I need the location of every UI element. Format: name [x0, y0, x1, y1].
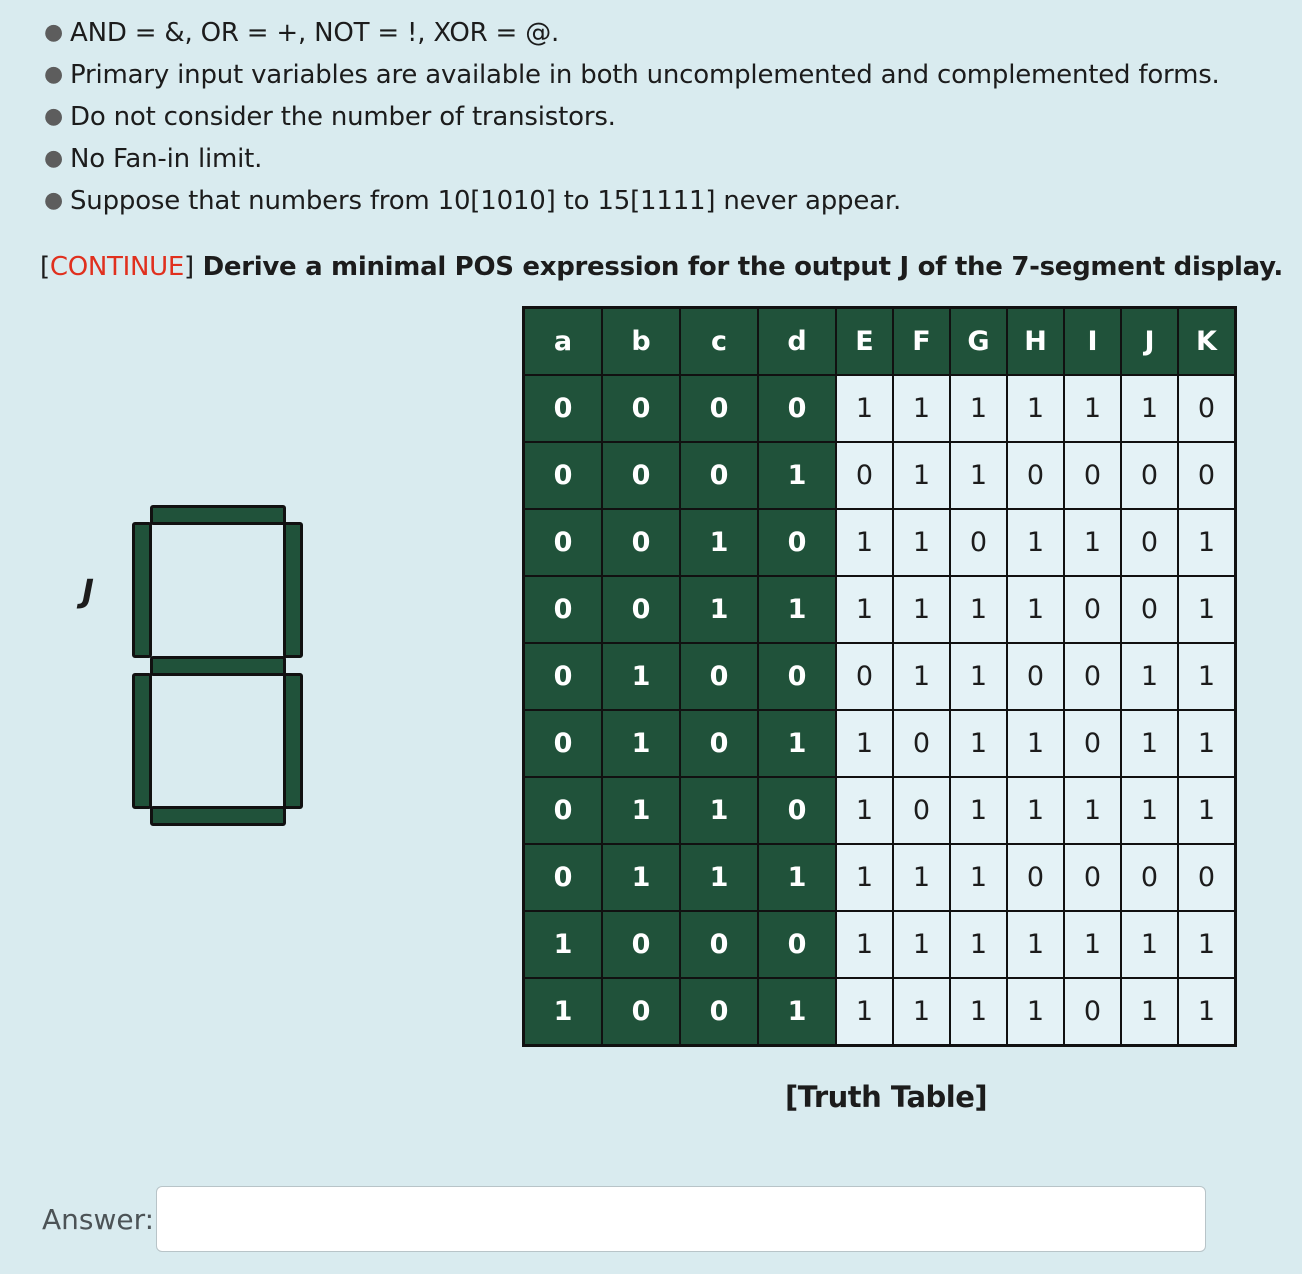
output-cell: 1 [1178, 911, 1236, 978]
segment-lower-left [132, 673, 152, 809]
input-cell: 0 [758, 911, 836, 978]
output-cell: 1 [893, 576, 950, 643]
rule-item: ● Do not consider the number of transistors. [38, 96, 1220, 138]
output-cell: 1 [1007, 375, 1064, 442]
input-cell: 0 [524, 643, 603, 710]
output-cell: 1 [836, 911, 893, 978]
output-cell: 1 [1121, 911, 1178, 978]
output-cell: 1 [1064, 911, 1121, 978]
segment-bottom [150, 806, 286, 826]
segment-upper-left [132, 522, 152, 658]
output-cell: 0 [1178, 442, 1236, 509]
input-cell: 0 [602, 978, 680, 1046]
table-row [524, 777, 1236, 844]
output-cell: 1 [950, 442, 1007, 509]
output-cell: 1 [950, 643, 1007, 710]
output-cell: 1 [893, 643, 950, 710]
input-cell: 1 [680, 844, 758, 911]
output-cell: 1 [1121, 643, 1178, 710]
output-cell: 1 [950, 911, 1007, 978]
table-caption: [Truth Table] [785, 1080, 988, 1114]
output-cell: 0 [1007, 643, 1064, 710]
output-cell: 0 [1064, 844, 1121, 911]
output-cell: 1 [950, 978, 1007, 1046]
output-cell: 0 [1178, 844, 1236, 911]
truth-table-body [524, 375, 1236, 1046]
output-cell: 0 [1064, 442, 1121, 509]
output-cell: 1 [1178, 643, 1236, 710]
output-cell: 1 [950, 375, 1007, 442]
output-cell: 1 [1007, 978, 1064, 1046]
input-cell: 0 [758, 509, 836, 576]
input-cell: 1 [680, 777, 758, 844]
input-cell: 0 [602, 911, 680, 978]
segment-upper-right [283, 522, 303, 658]
output-cell: 0 [1064, 710, 1121, 777]
header-cell: I [1064, 308, 1121, 376]
input-cell: 1 [680, 509, 758, 576]
input-cell: 1 [524, 911, 603, 978]
output-cell: 1 [1178, 777, 1236, 844]
table-row [524, 844, 1236, 911]
output-cell: 0 [1121, 442, 1178, 509]
table-row [524, 643, 1236, 710]
output-cell: 0 [1121, 509, 1178, 576]
bullet-icon: ● [44, 62, 63, 87]
output-cell: 1 [1121, 710, 1178, 777]
output-cell: 1 [1007, 911, 1064, 978]
input-cell: 1 [602, 844, 680, 911]
truth-table [522, 306, 1237, 1047]
header-cell: c [680, 308, 758, 376]
input-cell: 1 [602, 643, 680, 710]
input-cell: 0 [524, 710, 603, 777]
input-cell: 1 [758, 978, 836, 1046]
input-cell: 0 [524, 509, 603, 576]
segment-lower-right [283, 673, 303, 809]
output-cell: 1 [950, 777, 1007, 844]
input-cell: 1 [602, 710, 680, 777]
output-cell: 1 [893, 978, 950, 1046]
table-row [524, 509, 1236, 576]
bullet-icon: ● [44, 146, 63, 171]
output-cell: 1 [893, 911, 950, 978]
answer-input[interactable] [156, 1186, 1206, 1252]
table-row [524, 375, 1236, 442]
output-cell: 1 [1121, 978, 1178, 1046]
bullet-icon: ● [44, 188, 63, 213]
input-cell: 0 [758, 643, 836, 710]
input-cell: 1 [758, 844, 836, 911]
input-cell: 1 [758, 442, 836, 509]
output-cell: 1 [836, 710, 893, 777]
answer-label: Answer: [42, 1203, 155, 1236]
output-cell: 1 [1121, 375, 1178, 442]
table-row [524, 978, 1236, 1046]
rule-item: ● Primary input variables are available in both uncomplemented and complemented forms. [38, 54, 1220, 96]
header-cell: a [524, 308, 603, 376]
output-cell: 1 [950, 576, 1007, 643]
header-cell: E [836, 308, 893, 376]
bullet-icon: ● [44, 20, 63, 45]
output-cell: 0 [1007, 844, 1064, 911]
output-cell: 0 [893, 777, 950, 844]
input-cell: 0 [680, 442, 758, 509]
input-cell: 0 [602, 509, 680, 576]
output-cell: 1 [836, 777, 893, 844]
input-cell: 0 [680, 978, 758, 1046]
header-cell: d [758, 308, 836, 376]
header-cell: J [1121, 308, 1178, 376]
input-cell: 0 [680, 643, 758, 710]
rules-list [38, 12, 1220, 222]
output-cell: 1 [1007, 509, 1064, 576]
header-cell: b [602, 308, 680, 376]
input-cell: 0 [524, 375, 603, 442]
output-cell: 0 [1064, 978, 1121, 1046]
rule-item: ● No Fan-in limit. [38, 138, 1220, 180]
input-cell: 1 [680, 576, 758, 643]
output-cell: 1 [1178, 576, 1236, 643]
output-cell: 0 [1007, 442, 1064, 509]
output-cell: 1 [950, 710, 1007, 777]
output-cell: 0 [1064, 576, 1121, 643]
input-cell: 0 [524, 844, 603, 911]
output-cell: 0 [1121, 576, 1178, 643]
output-cell: 1 [836, 576, 893, 643]
input-cell: 0 [524, 777, 603, 844]
question-text: [CONTINUE] Derive a minimal POS expression for the output J of the 7-segment display. [40, 252, 1283, 282]
header-cell: H [1007, 308, 1064, 376]
header-cell: G [950, 308, 1007, 376]
output-cell: 0 [836, 442, 893, 509]
output-cell: 1 [893, 442, 950, 509]
input-cell: 0 [602, 375, 680, 442]
output-cell: 1 [893, 375, 950, 442]
output-cell: 1 [893, 509, 950, 576]
rule-item: ● AND = &, OR = +, NOT = !, XOR = @. [38, 12, 1220, 54]
output-cell: 0 [1121, 844, 1178, 911]
table-row [524, 710, 1236, 777]
input-cell: 1 [524, 978, 603, 1046]
output-cell: 1 [1064, 509, 1121, 576]
bullet-icon: ● [44, 104, 63, 129]
output-cell: 1 [1178, 509, 1236, 576]
output-cell: 0 [1064, 643, 1121, 710]
input-cell: 0 [602, 442, 680, 509]
segment-top [150, 505, 286, 525]
table-row [524, 442, 1236, 509]
output-cell: 0 [950, 509, 1007, 576]
input-cell: 0 [680, 911, 758, 978]
input-cell: 0 [524, 442, 603, 509]
output-cell: 1 [893, 844, 950, 911]
segment-middle [150, 656, 286, 676]
output-cell: 1 [950, 844, 1007, 911]
table-row [524, 911, 1236, 978]
output-cell: 1 [1178, 978, 1236, 1046]
input-cell: 0 [758, 375, 836, 442]
input-cell: 0 [680, 375, 758, 442]
output-cell: 1 [836, 978, 893, 1046]
input-cell: 1 [758, 710, 836, 777]
segment-label: J [82, 572, 94, 610]
output-cell: 1 [1064, 375, 1121, 442]
output-cell: 1 [836, 375, 893, 442]
output-cell: 1 [836, 844, 893, 911]
output-cell: 0 [893, 710, 950, 777]
truth-table-header-row [524, 308, 1236, 376]
input-cell: 0 [524, 576, 603, 643]
input-cell: 1 [602, 777, 680, 844]
header-cell: K [1178, 308, 1236, 376]
output-cell: 1 [836, 509, 893, 576]
table-row [524, 576, 1236, 643]
output-cell: 1 [1007, 710, 1064, 777]
output-cell: 1 [1121, 777, 1178, 844]
output-cell: 0 [836, 643, 893, 710]
header-cell: F [893, 308, 950, 376]
input-cell: 0 [602, 576, 680, 643]
input-cell: 0 [758, 777, 836, 844]
output-cell: 1 [1178, 710, 1236, 777]
continue-tag: CONTINUE [49, 252, 184, 282]
output-cell: 0 [1178, 375, 1236, 442]
input-cell: 1 [758, 576, 836, 643]
rule-item: ● Suppose that numbers from 10[1010] to 15[1111] never appear. [38, 180, 1220, 222]
output-cell: 1 [1007, 576, 1064, 643]
output-cell: 1 [1064, 777, 1121, 844]
output-cell: 1 [1007, 777, 1064, 844]
input-cell: 0 [680, 710, 758, 777]
